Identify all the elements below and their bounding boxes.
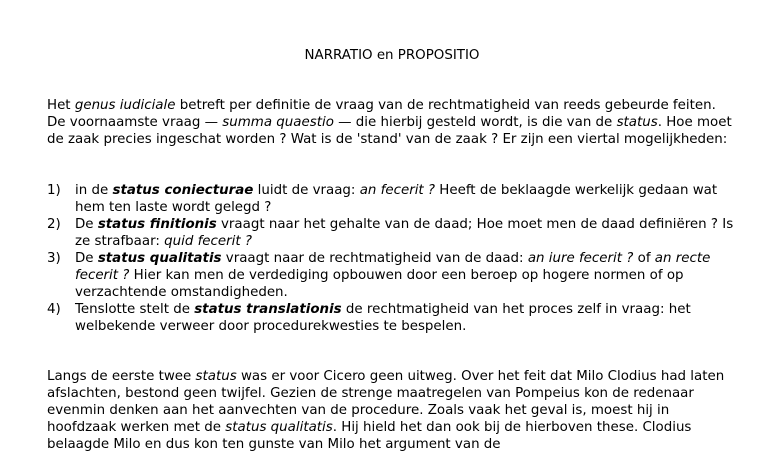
list-item (47, 301, 737, 335)
list-text: De (75, 217, 98, 232)
intro-text: Het (47, 98, 75, 113)
intro-paragraph (47, 97, 737, 148)
status-term: status finitionis (97, 217, 217, 232)
list-item (47, 182, 737, 216)
closing-term-qualitatis: status qualitatis (225, 420, 333, 435)
list-text: of (633, 251, 655, 266)
list-number: 4) (47, 302, 61, 317)
status-list (47, 182, 737, 335)
intro-term-genus: genus iudiciale (74, 98, 176, 113)
intro-text: — die hierbij gesteld wordt, is die van de (333, 115, 617, 130)
list-text: vraagt naar het gehalte van de daad; Hoe moet men de daad definiëren ? Is ze strafbaar: (75, 217, 734, 249)
intro-text: betreft per definitie de vraag van de rechtmatigheid van reeds gebeurde feiten. De voornaamste vraag — (47, 98, 716, 130)
latin-question: an fecerit ? (359, 183, 436, 198)
latin-question: quid fecerit ? (164, 234, 252, 249)
intro-term-status: status (616, 115, 658, 130)
list-number: 1) (47, 183, 61, 198)
list-text: vraagt naar de rechtmatigheid van de daad: (221, 251, 528, 266)
list-text: Tenslotte stelt de (75, 302, 195, 317)
closing-term-status: status (195, 369, 237, 384)
list-text: luidt de vraag: (253, 183, 360, 198)
closing-text: was er voor Cicero geen uitweg. Over het feit dat Milo Clodius had laten afslachten, bestond geen twijfel. Gezien de strenge maatregelen van Pompeius kon de redenaar evenmin denken aan het aanvechten van de procedure. Zoals vaak het geval is, moest hij in hoofdzaak werken met de (47, 369, 725, 435)
list-text: Heeft de beklaagde werkelijk gedaan wat hem ten laste wordt gelegd ? (75, 183, 718, 215)
closing-text: . Hij hield het dan ook bij de hierboven these. Clodius belaagde Milo en dus kon ten gunste van Milo het argument van de (47, 420, 692, 452)
closing-paragraph (47, 368, 737, 453)
latin-question: an iure fecerit ? (527, 251, 634, 266)
latin-question: an recte fecerit ? (75, 251, 711, 283)
status-term: status coniecturae (112, 183, 254, 198)
status-term: status translationis (194, 302, 342, 317)
list-item (47, 216, 737, 250)
closing-text: Langs de eerste twee (47, 369, 196, 384)
list-number: 2) (47, 217, 61, 232)
document-title: NARRATIO en PROPOSITIO (304, 48, 480, 63)
list-text: de rechtmatigheid van het proces zelf in vraag: het welbekende verweer door procedurekwesties te bespelen. (75, 302, 691, 334)
list-text: in de (75, 183, 113, 198)
list-text: Hier kan men de verdediging opbouwen door een beroep op hogere normen of op verzachtende omstandigheden. (75, 268, 684, 300)
list-text: De (75, 251, 98, 266)
intro-term-summa: summa quaestio (222, 115, 334, 130)
list-number: 3) (47, 251, 61, 266)
list-item (47, 250, 737, 301)
intro-text: . Hoe moet de zaak precies ingeschat worden ? Wat is de 'stand' van de zaak ? Er zijn een viertal mogelijkheden: (47, 115, 732, 147)
status-term: status qualitatis (97, 251, 222, 266)
